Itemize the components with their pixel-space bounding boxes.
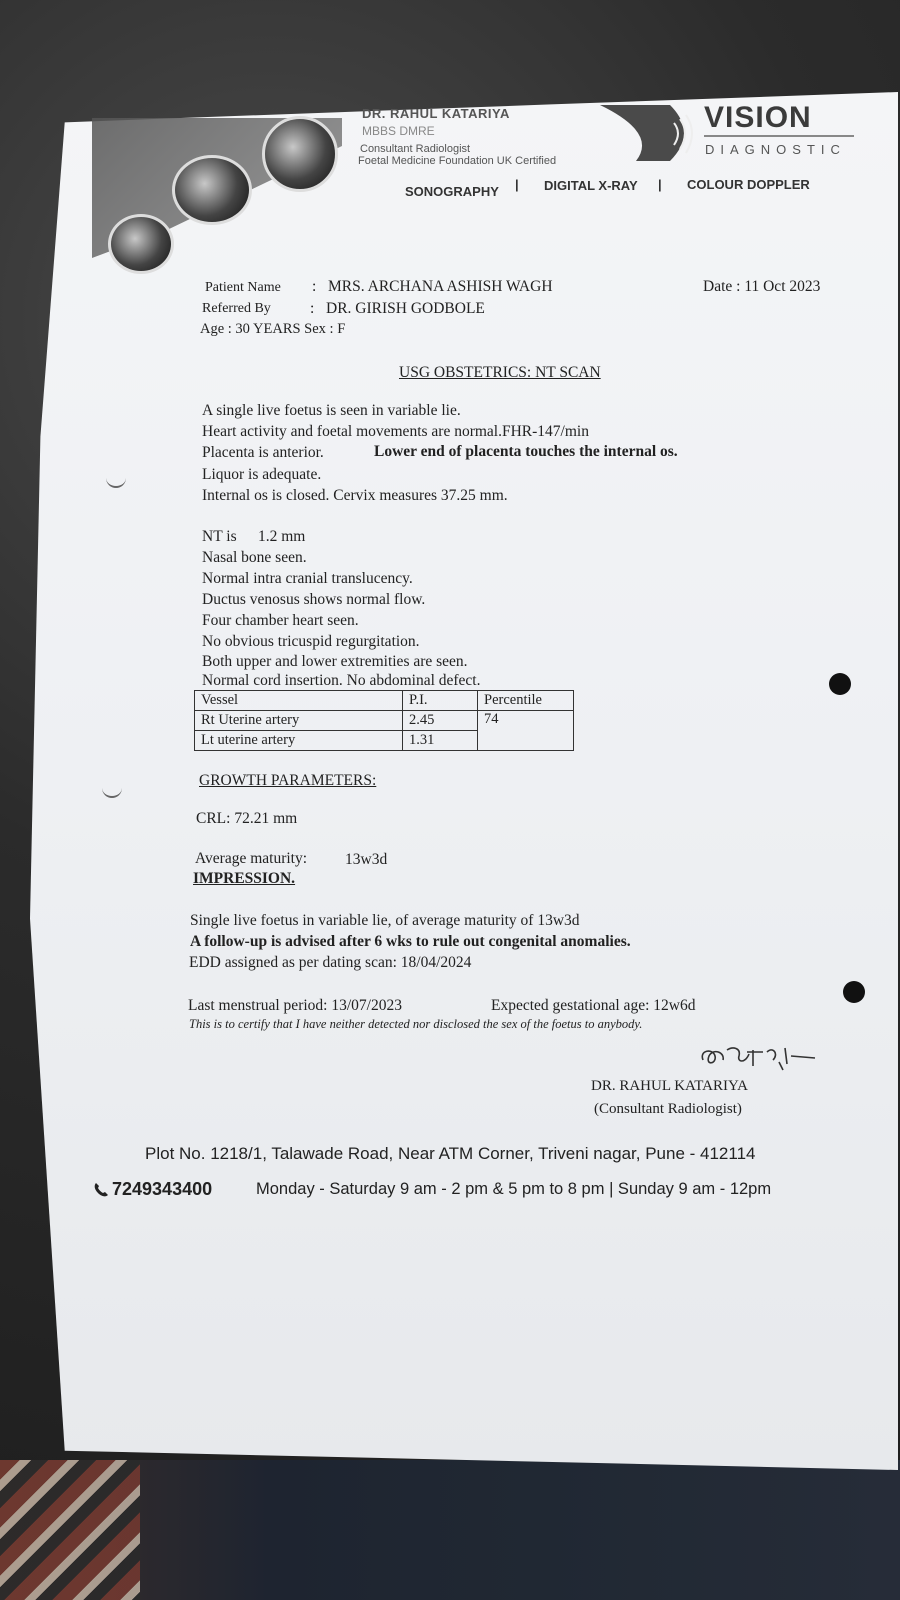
header-certification: Foetal Medicine Foundation UK Certified: [358, 155, 557, 167]
colon: :: [310, 300, 315, 317]
table-header: Vessel: [195, 691, 403, 711]
certify-note: This is to certify that I have neither detected nor disclosed the sex of the foetus to anybody.: [189, 1017, 643, 1031]
service-separator: |: [515, 177, 519, 192]
service-separator: |: [658, 177, 662, 192]
phone-number: 7249343400: [112, 1179, 213, 1199]
impression-followup: A follow-up is advised after 6 wks to rule out congenital anomalies.: [190, 933, 631, 950]
table-cell: 1.31: [403, 731, 478, 751]
signature-icon: [697, 1042, 817, 1080]
clinic-address: Plot No. 1218/1, Talawade Road, Near ATM Corner, Triveni nagar, Pune - 412114: [145, 1144, 756, 1163]
table-cell-percentile: 74: [478, 711, 574, 751]
signature-name: DR. RAHUL KATARIYA: [591, 1078, 748, 1094]
header-designation: Consultant Radiologist: [360, 143, 471, 155]
patient-name-value: MRS. ARCHANA ASHISH WAGH: [328, 278, 553, 295]
referred-by-label: Referred By: [202, 301, 271, 316]
nt-finding: Both upper and lower extremities are seen.: [202, 653, 468, 670]
signature-title: (Consultant Radiologist): [594, 1101, 742, 1117]
table-header-row: [195, 691, 574, 711]
header-degrees: MBBS DMRE: [362, 124, 435, 138]
nt-finding: No obvious tricuspid regurgitation.: [202, 633, 420, 650]
growth-title: GROWTH PARAMETERS:: [199, 772, 377, 789]
clinic-timings: Monday - Saturday 9 am - 2 pm & 5 pm to 8 pm | Sunday 9 am - 12pm: [256, 1180, 772, 1198]
nt-finding: Normal intra cranial translucency.: [202, 570, 413, 587]
service-sonography: SONOGRAPHY: [405, 184, 499, 199]
background-fabric: [0, 1460, 140, 1600]
nt-label: NT is: [202, 528, 237, 545]
table-cell: Rt Uterine artery: [195, 711, 403, 731]
ultrasound-circle-image: [172, 155, 252, 225]
impression-line: Single live foetus in variable lie, of average maturity of 13w3d: [190, 912, 580, 929]
avg-maturity-label: Average maturity:: [195, 850, 308, 867]
finding-line: Liquor is adequate.: [202, 466, 322, 483]
nt-finding: Nasal bone seen.: [202, 549, 307, 566]
clinic-subtitle: DIAGNOSTIC: [705, 142, 846, 157]
expected-gestational-age: Expected gestational age: 12w6d: [491, 997, 696, 1014]
fetus-circle-image: [108, 214, 174, 274]
clinic-name: VISION: [704, 101, 812, 134]
nt-finding: Four chamber heart seen.: [202, 612, 359, 629]
table-header: P.I.: [403, 691, 478, 711]
impression-edd: EDD assigned as per dating scan: 18/04/2024: [189, 954, 472, 971]
logo-divider: [704, 135, 854, 137]
lmp: Last menstrual period: 13/07/2023: [188, 997, 402, 1014]
xray-circle-image: [262, 116, 338, 192]
referred-by-value: DR. GIRISH GODBOLE: [326, 300, 485, 317]
nt-value: 1.2 mm: [258, 528, 306, 545]
service-digital-xray: DIGITAL X-RAY: [544, 178, 638, 193]
punch-hole: [829, 673, 851, 695]
table-cell: Lt uterine artery: [195, 731, 403, 751]
crl-value: CRL: 72.21 mm: [196, 810, 298, 827]
table-header: Percentile: [478, 691, 574, 711]
avg-maturity-value: 13w3d: [345, 851, 388, 868]
finding-line: Heart activity and foetal movements are normal.FHR-147/min: [202, 423, 589, 440]
patient-name-label: Patient Name: [205, 280, 281, 295]
report-paper: [30, 92, 898, 1470]
uterine-artery-table: [194, 690, 574, 751]
table-row: [195, 711, 574, 731]
nt-finding: Normal cord insertion. No abdominal defect.: [202, 672, 481, 689]
report-title: USG OBSTETRICS: NT SCAN: [399, 364, 601, 381]
vision-logo-icon: [600, 103, 700, 165]
finding-line: A single live foetus is seen in variable lie.: [202, 402, 461, 419]
report-date: Date : 11 Oct 2023: [703, 278, 821, 295]
nt-finding: Ductus venosus shows normal flow.: [202, 591, 426, 608]
colon: :: [312, 278, 317, 295]
header-doctor-name: DR. RAHUL KATARIYA: [362, 106, 510, 121]
table-cell: 2.45: [403, 711, 478, 731]
finding-placenta-os: Lower end of placenta touches the internal os.: [374, 443, 678, 460]
finding-line: Internal os is closed. Cervix measures 37.25 mm.: [202, 487, 508, 504]
age-sex: Age : 30 YEARS Sex : F: [200, 321, 346, 337]
impression-title: IMPRESSION.: [193, 870, 296, 887]
service-colour-doppler: COLOUR DOPPLER: [687, 177, 810, 192]
finding-line: Placenta is anterior.: [202, 444, 324, 461]
punch-hole: [843, 981, 865, 1003]
phone-icon: [92, 1181, 110, 1199]
